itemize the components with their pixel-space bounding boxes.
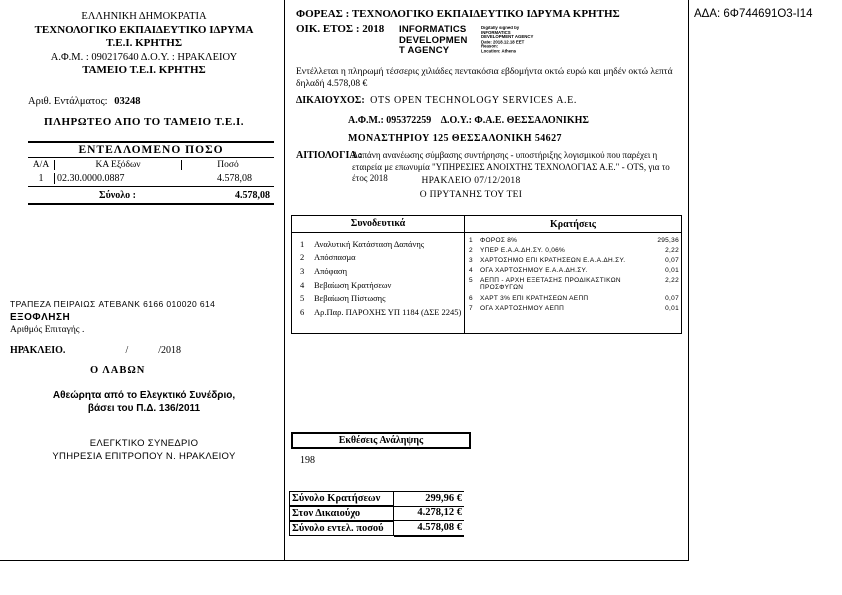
- item-number: 1: [469, 236, 473, 244]
- deduction-value: 0,01: [665, 267, 679, 275]
- deduction-value: 0,07: [665, 256, 679, 264]
- payment-order-text-line2: δηλαδή 4.578,08 €: [296, 79, 368, 89]
- item-label: Αναλυτική Κατάσταση Δαπάνης: [314, 238, 425, 249]
- order-number-label: Αριθ. Εντάλματος:: [28, 96, 108, 107]
- deduction-label: ΑΕΠΠ - ΑΡΧΗ ΕΞΕΤΑΣΗΣ ΠΡΟΔΙΚΑΣΤΙΚΩΝ ΠΡΟΣΦΥΓΩΝ: [480, 277, 621, 292]
- deductions-list: [465, 233, 681, 333]
- payment-order-text-line1: Εντέλλεται η πληρωμή τέσσερις χιλιάδες πεντακόσια εβδομήντα οκτώ ευρώ και μηδέν οκτώ λεπτά: [296, 67, 673, 77]
- attachments-list: [292, 233, 465, 333]
- stamp-detail-line: DEVELOPMENT AGENCY: [481, 35, 534, 40]
- item-label: Βεβαίωση Πίστωσης: [314, 293, 386, 304]
- table-row: [28, 171, 274, 186]
- issue-place-date: ΗΡΑΚΛΕΙΟ 07/12/2018: [421, 176, 521, 186]
- deduction-value: 295,36: [657, 236, 679, 244]
- amount-total-value: 4.578,08: [235, 189, 270, 201]
- col-header-poso: Ποσό: [217, 159, 239, 170]
- signatory-title: Ο ΠΡΥΤΑΝΗΣ ΤΟΥ ΤΕΙ: [419, 190, 523, 200]
- item-label: Απόσπασμα: [314, 252, 356, 263]
- list-item: [292, 305, 464, 319]
- deduction-row: [465, 255, 681, 265]
- beneficiary-row: [296, 95, 577, 106]
- cell-expense-code: 02.30.0000.0887: [57, 173, 125, 184]
- col-header-ka: ΚΑ Εξόδων: [55, 160, 182, 170]
- bank-account-line: ΤΡΑΠΕΖΑ ΠΕΙΡΑΙΩΣ ATEBANK 6166 010020 614: [10, 299, 216, 309]
- deduction-row: [465, 276, 681, 293]
- deduction-label: ΧΑΡΤΟΣΗΜΟ ΕΠΙ ΚΡΑΤΗΣΕΩΝ Ε.Α.Α.ΔΗ.ΣΥ.: [480, 256, 626, 264]
- item-number: 6: [469, 294, 473, 302]
- total-row-beneficiary: [289, 506, 464, 521]
- reason-label: ΑΙΤΙΟΛΟΓΙΑ :: [296, 150, 362, 161]
- audit-court-line2: ΥΠΗΡΕΣΙΑ ΕΠΙΤΡΟΠΟΥ Ν. ΗΡΑΚΛΕΙΟΥ: [52, 450, 236, 462]
- deduction-row: [465, 245, 681, 255]
- reason-text: Δαπάνη ανανέωσης σύμβασης συντήρησης - υποστήριξης λογισμικού που παρέχει η εταιρεία με επωνυμία "ΥΠΗΡΕΣΙΕΣ ΑΝΟΙΧΤΗΣ ΤΕΧΝΟΛΟΓΙΑΣ Α.Ε." - OTS, για το έτος 2018: [352, 150, 670, 183]
- digital-signature-stamp: [399, 25, 479, 57]
- deduction-row: [465, 303, 681, 313]
- attachments-header: Συνοδευτικά: [292, 216, 465, 232]
- payable-line: ΠΛΗΡΩΤΕΟ ΑΠΟ ΤΟ ΤΑΜΕΙΟ Τ.Ε.Ι.: [44, 116, 244, 128]
- issuer-afm-doy: Α.Φ.Μ. : 090217640 Δ.Ο.Υ. : ΗΡΑΚΛΕΙΟΥ: [50, 51, 238, 63]
- stamp-detail-line: Reason:: [481, 44, 499, 50]
- deduction-value: 0,07: [665, 294, 679, 302]
- audit-note-line1: Αθεώρητα από το Ελεγκτικό Συνέδριο,: [52, 390, 236, 401]
- ordered-amount-headers: [28, 158, 274, 171]
- ordered-amount-table: [28, 141, 274, 205]
- deductions-header: Κρατήσεις: [549, 218, 597, 230]
- commitment-reports-box: Εκθέσεις Ανάληψης: [291, 432, 471, 449]
- list-item: [292, 251, 464, 265]
- amount-total-label: Σύνολο :: [99, 189, 136, 201]
- list-item: [292, 237, 464, 251]
- audit-note-line2: βάσει του Π.Δ. 136/2011: [87, 403, 201, 414]
- item-number: 4: [469, 267, 473, 275]
- item-label: Απόφαση: [314, 265, 348, 276]
- order-number-row: [28, 96, 140, 107]
- col-header-aa: Α/Α: [28, 160, 55, 170]
- total-row-ordered-amount: [289, 521, 464, 536]
- agency-line: ΦΟΡΕΑΣ : ΤΕΧΝΟΛΟΓΙΚΟ ΕΚΠΑΙΔΕΥΤΙΚΟ ΙΔΡΥΜΑ ΚΡΗΤΗΣ: [296, 8, 620, 20]
- digital-signature-details: [481, 26, 546, 54]
- audit-court-block: [18, 438, 270, 463]
- stamp-line3: T AGENCY: [399, 45, 450, 56]
- item-number: 5: [469, 277, 473, 285]
- item-number: 5: [300, 293, 305, 304]
- cheque-number-label: Αριθμός Επιταγής .: [10, 325, 85, 335]
- place-date-row: [10, 345, 181, 356]
- item-number: 1: [300, 238, 305, 249]
- commitment-number: 198: [300, 455, 315, 466]
- list-item: [292, 291, 464, 305]
- deduction-row: [465, 293, 681, 303]
- deduction-label: ΥΠΕΡ Ε.Α.Α.ΔΗ.ΣΥ. 0,06%: [480, 246, 566, 254]
- receiver-signature-label: Ο ΛΑΒΩΝ: [90, 365, 146, 376]
- deduction-row: [465, 266, 681, 276]
- total-row-deductions: [289, 491, 464, 506]
- deduction-label: ΟΓΑ ΧΑΡΤΟΣΗΜΟΥ Ε.Α.Α.ΔΗ.ΣΥ.: [480, 267, 588, 275]
- date-blank: / /2018: [125, 345, 181, 356]
- cell-aa: 1: [28, 173, 55, 184]
- beneficiary-address: ΜΟΝΑΣΤΗΡΙΟΥ 125 ΘΕΣΣΑΛΟΝΙΚΗ 54627: [348, 133, 562, 144]
- list-item: [292, 264, 464, 278]
- place-label: ΗΡΑΚΛΕΙΟ.: [10, 345, 66, 356]
- amount-total-row: [28, 186, 274, 205]
- deduction-label: ΟΓΑ ΧΑΡΤΟΣΗΜΟΥ ΑΕΠΠ: [480, 304, 565, 312]
- item-label: Αρ.Παρ. ΠΑΡΟΧΗΣ ΥΠ 1184 (ΔΣΕ 2245): [314, 306, 462, 317]
- fiscal-year-line: ΟΙΚ. ΕΤΟΣ : 2018: [296, 23, 385, 35]
- stamp-line1: INFORMATICS: [399, 24, 467, 35]
- item-number: 6: [300, 306, 305, 317]
- payment-order-text: [296, 66, 682, 90]
- stamp-line2: DEVELOPMEN: [399, 34, 468, 46]
- item-label: Βεβαίωση Κρατήσεων: [314, 279, 392, 290]
- deduction-value: 0,01: [665, 304, 679, 312]
- issuer-fund: ΤΑΜΕΙΟ Τ.Ε.Ι. ΚΡΗΤΗΣ: [82, 64, 206, 76]
- issuer-institution-short: Τ.Ε.Ι. ΚΡΗΤΗΣ: [105, 37, 183, 49]
- total-label: Σύνολο Κρατήσεων: [289, 491, 394, 506]
- item-number: 2: [469, 246, 473, 254]
- audit-court-line1: ΕΛΕΓΚΤΙΚΟ ΣΥΝΕΔΡΙΟ: [89, 438, 199, 449]
- order-number-value: 03248: [114, 96, 141, 107]
- list-item: [292, 278, 464, 292]
- stamp-detail-line: Date: 2018.12.18 EET: [481, 40, 525, 45]
- issuer-institution: ΤΕΧΝΟΛΟΓΙΚΟ ΕΚΠΑΙΔΕΥΤΙΚΟ ΙΔΡΥΜΑ: [34, 23, 254, 36]
- deduction-label: ΦΟΡΟΣ 8%: [480, 236, 518, 244]
- total-value: 4.578,08 €: [394, 521, 464, 537]
- bottom-border-line: [0, 560, 689, 561]
- left-column-divider: [284, 0, 285, 560]
- beneficiary-label: ΔΙΚΑΙΟΥΧΟΣ:: [296, 95, 365, 106]
- totals-table: [289, 491, 464, 536]
- item-number: 2: [300, 252, 305, 263]
- item-number: 7: [469, 304, 473, 312]
- beneficiary-afm-doy: Α.Φ.Μ.: 095372259 Δ.Ο.Υ.: Φ.Α.Ε. ΘΕΣΣΑΛΟΝΙΚΗΣ: [348, 115, 589, 126]
- stamp-detail-line: Digitally signed by: [481, 26, 520, 31]
- right-column-divider: [688, 0, 689, 560]
- ada-code: ΑΔΑ: 6Φ744691Ο3-Ι14: [694, 8, 813, 20]
- issuer-header: [18, 10, 270, 78]
- audit-exemption-note: [18, 389, 270, 415]
- ordered-amount-title: ΕΝΤΕΛΛΟΜΕΝΟ ΠΟΣΟ: [28, 141, 274, 158]
- total-value: 299,96 €: [394, 491, 464, 507]
- deduction-value: 2,22: [665, 277, 679, 285]
- deduction-value: 2,22: [665, 246, 679, 254]
- deduction-row: [465, 235, 681, 245]
- item-number: 4: [300, 279, 305, 290]
- item-number: 3: [469, 256, 473, 264]
- cell-amount: 4.578,08: [217, 173, 252, 184]
- total-label: Στον Δικαιούχο: [289, 506, 394, 521]
- total-value: 4.278,12 €: [394, 506, 464, 521]
- stamp-detail-line: INFORMATICS: [481, 30, 511, 35]
- stamp-detail-line: Location: Athens: [481, 49, 517, 54]
- deduction-label: ΧΑΡΤ 3% ΕΠΙ ΚΡΑΤΗΣΕΩΝ ΑΕΠΠ: [480, 294, 589, 302]
- total-label: Σύνολο εντελ. ποσού: [289, 521, 394, 536]
- beneficiary-name: OTS OPEN TECHNOLOGY SERVICES A.E.: [370, 95, 577, 106]
- table-header-row: [292, 216, 681, 233]
- attachments-deductions-table: [291, 215, 682, 334]
- settlement-label: ΕΞΟΦΛΗΣΗ: [10, 312, 71, 323]
- item-number: 3: [300, 265, 305, 276]
- issuer-state: ΕΛΛΗΝΙΚΗ ΔΗΜΟΚΡΑΤΙΑ: [81, 11, 207, 22]
